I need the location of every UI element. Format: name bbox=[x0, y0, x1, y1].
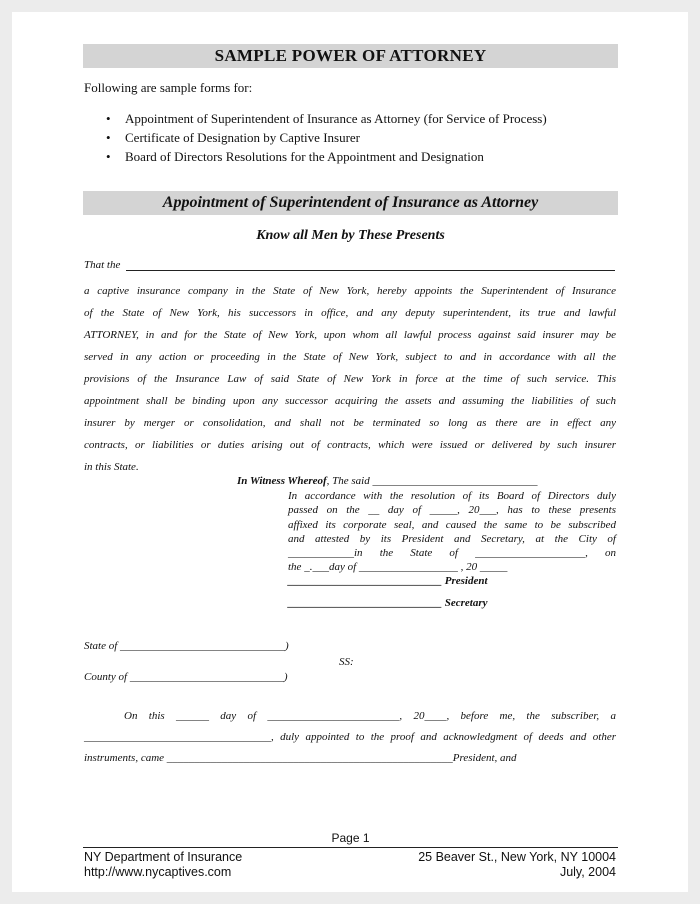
body-line: provisions of the Insurance Law of said State of New York in force at the time of such service. This bbox=[84, 373, 616, 385]
president-signature-line: ____________________________ President bbox=[288, 575, 488, 587]
forms-list bbox=[106, 109, 547, 166]
section-heading: Appointment of Superintendent of Insurance as Attorney bbox=[83, 191, 618, 215]
resolution-line: and attested by its President and Secretary, at the City of bbox=[288, 532, 616, 545]
resolution-line: passed on the __ day of _____, 20___, has to these presents bbox=[288, 504, 616, 517]
footer-url[interactable]: http://www.nycaptives.com bbox=[84, 865, 232, 879]
footer-date: July, 2004 bbox=[559, 865, 616, 879]
body-line: ATTORNEY, in and for the State of New York, upon whom all lawful process against said insurer may be bbox=[84, 329, 616, 341]
ack-line: On this ______ day of ________________________, 20____, before me, the subscriber, a bbox=[124, 710, 616, 722]
body-line: in this State. bbox=[84, 461, 139, 473]
list-item: • Board of Directors Resolutions for the Appointment and Designation bbox=[106, 149, 484, 164]
document-page bbox=[12, 12, 688, 892]
footer-divider bbox=[83, 847, 618, 848]
insurer-name-line bbox=[126, 270, 615, 271]
list-item: • Appointment of Superintendent of Insurance as Attorney (for Service of Process) bbox=[106, 111, 547, 126]
footer-org: NY Department of Insurance bbox=[84, 850, 243, 864]
resolution-line: affixed its corporate seal, and caused the same to be subscribed bbox=[288, 518, 616, 531]
body-line: a captive insurance company in the State of New York, hereby appoints the Superintendent of Insurance bbox=[84, 285, 616, 297]
ack-line: instruments, came ____________________________________________________President, and bbox=[84, 752, 517, 764]
resolution-text bbox=[288, 489, 616, 575]
state-field: State of ______________________________) bbox=[84, 640, 289, 652]
county-field: County of ____________________________) bbox=[84, 671, 288, 683]
footer-address: 25 Beaver St., New York, NY 10004 bbox=[418, 850, 616, 864]
document-title: SAMPLE POWER OF ATTORNEY bbox=[83, 44, 618, 68]
secretary-signature-line: ____________________________ Secretary bbox=[288, 597, 488, 609]
that-the-label: That the bbox=[84, 259, 121, 271]
acknowledgment-text bbox=[84, 706, 616, 769]
footer-right bbox=[418, 850, 616, 880]
body-line: contracts, or liabilities or duties arising out of contracts, which were issued or delivered by such insurer bbox=[84, 439, 616, 451]
resolution-line: In accordance with the resolution of its Board of Directors duly bbox=[288, 490, 616, 502]
body-line: served in any action or proceeding in the State of New York, subject to and in accordance with all the bbox=[84, 351, 616, 363]
ack-line: __________________________________, duly appointed to the proof and acknowledgment of deeds and other bbox=[84, 731, 616, 743]
list-item: • Certificate of Designation by Captive Insurer bbox=[106, 130, 361, 145]
page-number: Page 1 bbox=[331, 831, 370, 845]
body-line: appointment shall be binding upon any successor acquiring the assets and assuming the liabilities of such bbox=[84, 395, 616, 407]
bullet-icon: • bbox=[106, 149, 111, 164]
body-line: insurer by merger or consolidation, and shall not be terminated so long as there are in effect any bbox=[84, 417, 616, 429]
witness-label: In Witness Whereof bbox=[237, 475, 327, 487]
witness-line: In Witness Whereof, The said ______________________________ bbox=[237, 475, 538, 487]
appointment-body bbox=[84, 280, 616, 478]
footer-left bbox=[84, 850, 242, 880]
intro-text: Following are sample forms for: bbox=[84, 80, 253, 95]
section-subheading: Know all Men by These Presents bbox=[256, 228, 445, 243]
bullet-icon: • bbox=[106, 111, 111, 126]
body-line: of the State of New York, his successors in office, and any deputy superintendent, its true and lawful bbox=[84, 307, 616, 319]
bullet-icon: • bbox=[106, 130, 111, 145]
ss-label: SS: bbox=[339, 656, 354, 668]
resolution-line: the _.___day of __________________ , 20 _____ bbox=[288, 561, 508, 574]
resolution-line: ____________in the State of ____________________, on bbox=[288, 547, 616, 560]
